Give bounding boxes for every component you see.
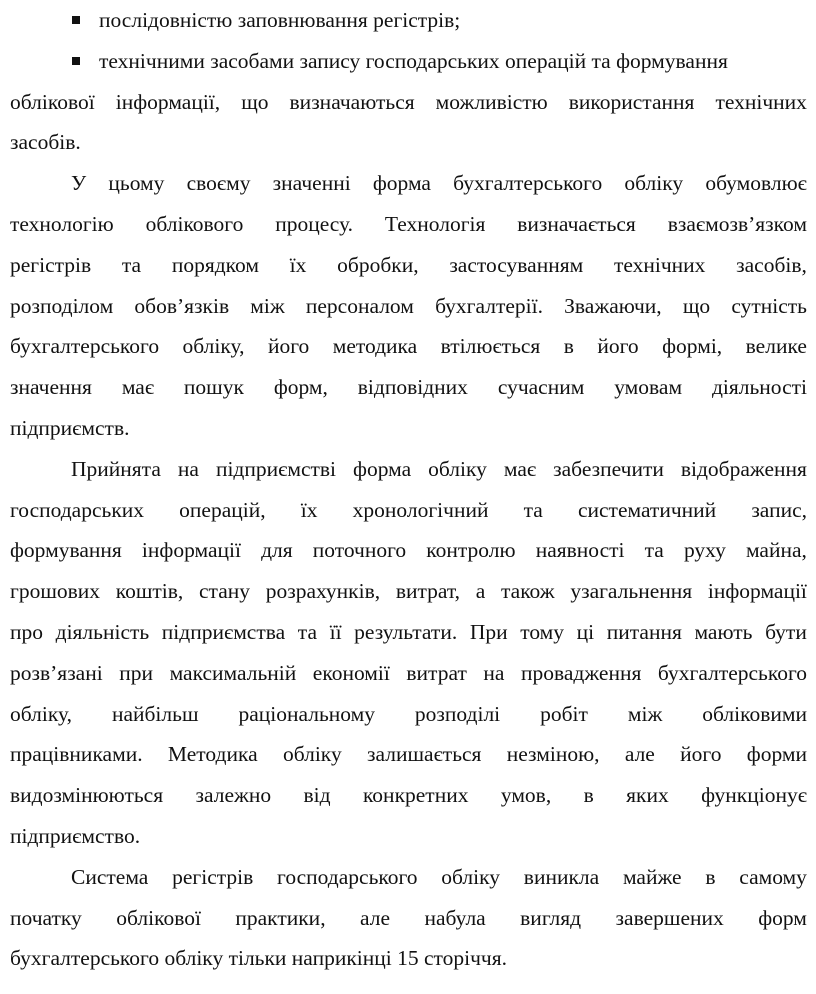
word: своєму bbox=[186, 171, 251, 196]
word: пошук bbox=[183, 375, 244, 400]
word: У bbox=[71, 171, 87, 196]
text-line bbox=[10, 530, 807, 571]
square-bullet-icon bbox=[72, 16, 80, 24]
word: в bbox=[563, 334, 574, 359]
word: хронологічний bbox=[352, 497, 489, 522]
word: та bbox=[644, 538, 664, 563]
word: обліку bbox=[282, 742, 342, 767]
word: що bbox=[682, 293, 711, 318]
word: від bbox=[303, 783, 331, 808]
word: провадження bbox=[521, 660, 642, 685]
word: раціональному bbox=[238, 701, 375, 726]
word: їх bbox=[289, 252, 307, 277]
word: форм bbox=[758, 905, 807, 930]
word: технічних bbox=[715, 89, 807, 114]
word: облікової bbox=[10, 89, 95, 114]
word: підприємстві bbox=[215, 456, 337, 481]
word: конкретних bbox=[362, 783, 469, 808]
word: сутність bbox=[731, 293, 807, 318]
word: бути bbox=[765, 619, 807, 644]
word: При bbox=[469, 619, 508, 644]
word: значенні bbox=[272, 171, 351, 196]
word: та bbox=[523, 497, 543, 522]
word: бухгалтерського bbox=[10, 334, 160, 359]
word: функціонує bbox=[701, 783, 807, 808]
word: незміною, bbox=[506, 742, 600, 767]
word: систематичний bbox=[577, 497, 717, 522]
word: наявності bbox=[535, 538, 625, 563]
word: стану bbox=[199, 579, 250, 604]
bullet-text: послідовністю заповнювання регістрів; bbox=[99, 8, 461, 32]
word: умов, bbox=[500, 783, 552, 808]
text-line bbox=[10, 82, 807, 123]
word: найбільш bbox=[111, 701, 199, 726]
word: його bbox=[597, 334, 639, 359]
word: Зважаючи, bbox=[564, 293, 662, 318]
word: залежно bbox=[195, 783, 272, 808]
word: для bbox=[261, 538, 293, 563]
word: бухгалтерії. bbox=[435, 293, 543, 318]
word: вигляд bbox=[520, 905, 582, 930]
word: Методика bbox=[167, 742, 258, 767]
word: обліковими bbox=[702, 701, 807, 726]
word: бухгалтерського bbox=[453, 171, 603, 196]
word: працівниками. bbox=[10, 742, 143, 767]
word: поточного bbox=[312, 538, 407, 563]
word: Прийнята bbox=[71, 456, 161, 481]
text-line bbox=[10, 612, 807, 653]
word: на bbox=[483, 660, 505, 685]
word: залишається bbox=[367, 742, 482, 767]
word: мають bbox=[694, 619, 753, 644]
text-line bbox=[10, 204, 807, 245]
word: взаємозв’язком bbox=[667, 211, 807, 236]
word: відповідних bbox=[357, 375, 468, 400]
word: набула bbox=[424, 905, 486, 930]
word: практики, bbox=[235, 905, 326, 930]
word: але bbox=[360, 905, 391, 930]
word: обліку bbox=[428, 456, 487, 481]
word: має bbox=[503, 456, 537, 481]
word: яких bbox=[626, 783, 669, 808]
word: виникла bbox=[523, 864, 600, 889]
square-bullet-icon bbox=[72, 57, 80, 65]
word: що bbox=[241, 89, 269, 114]
word: підприємства bbox=[161, 619, 286, 644]
text-line: підприємство. bbox=[10, 823, 141, 848]
word: форми bbox=[746, 742, 807, 767]
word: в bbox=[705, 864, 716, 889]
word: втілюється bbox=[440, 334, 541, 359]
paragraph-first-line bbox=[10, 449, 807, 490]
word: форма bbox=[353, 456, 412, 481]
word: має bbox=[121, 375, 155, 400]
text-line bbox=[10, 653, 807, 694]
word: контролю bbox=[426, 538, 516, 563]
word: персоналом bbox=[305, 293, 414, 318]
word: а bbox=[475, 579, 486, 604]
word: інформації bbox=[141, 538, 241, 563]
word: технологію bbox=[10, 211, 114, 236]
word: форм, bbox=[273, 375, 328, 400]
word: при bbox=[119, 660, 154, 685]
word: цьому bbox=[108, 171, 165, 196]
word: можливістю bbox=[435, 89, 548, 114]
word: порядком bbox=[171, 252, 259, 277]
word: розподілом bbox=[10, 293, 114, 318]
word: також bbox=[501, 579, 555, 604]
word: його bbox=[680, 742, 722, 767]
word: обумовлює bbox=[705, 171, 807, 196]
word: розрахунків, bbox=[265, 579, 381, 604]
word: обов’язків bbox=[134, 293, 230, 318]
paragraph-first-line bbox=[10, 857, 807, 898]
word: та bbox=[121, 252, 142, 277]
word: формування bbox=[10, 538, 122, 563]
word: запис, bbox=[751, 497, 807, 522]
text-line bbox=[10, 490, 807, 531]
word: на bbox=[177, 456, 199, 481]
word: його bbox=[267, 334, 310, 359]
word: сучасним bbox=[497, 375, 585, 400]
word: обліку, bbox=[10, 701, 72, 726]
text-line: підприємств. bbox=[10, 415, 130, 440]
word: між bbox=[250, 293, 285, 318]
word: Технологія bbox=[384, 211, 486, 236]
word: результати. bbox=[354, 619, 458, 644]
word: максимальній bbox=[169, 660, 297, 685]
text-line bbox=[10, 898, 807, 939]
word: тому bbox=[520, 619, 565, 644]
word: обліку, bbox=[182, 334, 245, 359]
word: визначаються bbox=[289, 89, 415, 114]
word: операцій, bbox=[179, 497, 266, 522]
word: відображення bbox=[680, 456, 807, 481]
text-line bbox=[10, 245, 807, 286]
text-line: засобів. bbox=[10, 130, 81, 155]
word: розподілі bbox=[414, 701, 501, 726]
document-page bbox=[10, 0, 807, 979]
word: економії bbox=[312, 660, 390, 685]
word: бухгалтерського bbox=[657, 660, 807, 685]
bullet-item bbox=[10, 41, 807, 82]
word: інформації bbox=[707, 579, 807, 604]
word: методика bbox=[332, 334, 418, 359]
word: робіт bbox=[540, 701, 588, 726]
text-line bbox=[10, 734, 807, 775]
text-line bbox=[10, 775, 807, 816]
word: обробки, bbox=[337, 252, 419, 277]
word: визначається bbox=[517, 211, 636, 236]
word: облікового bbox=[145, 211, 244, 236]
word: завершених bbox=[615, 905, 724, 930]
word: застосуванням bbox=[449, 252, 584, 277]
word: регістрів bbox=[172, 864, 254, 889]
word: значення bbox=[10, 375, 92, 400]
word: засобів, bbox=[736, 252, 807, 277]
word: діяльність bbox=[55, 619, 150, 644]
text-line bbox=[10, 367, 807, 408]
word: витрат bbox=[406, 660, 467, 685]
text-line: бухгалтерського обліку тільки наприкінці 15 сторіччя. bbox=[10, 946, 507, 971]
bullet-item bbox=[10, 0, 807, 41]
text-line bbox=[10, 694, 807, 735]
word: витрат, bbox=[395, 579, 461, 604]
word: форма bbox=[372, 171, 431, 196]
word: в bbox=[583, 783, 594, 808]
text-line bbox=[10, 571, 807, 612]
word: умовам bbox=[614, 375, 683, 400]
word: обліку bbox=[441, 864, 501, 889]
text-line bbox=[10, 286, 807, 327]
word: майна, bbox=[745, 538, 807, 563]
word: використання bbox=[568, 89, 695, 114]
word: самому bbox=[739, 864, 807, 889]
word: технічних bbox=[613, 252, 706, 277]
word: розв’язані bbox=[10, 660, 103, 685]
word: але bbox=[624, 742, 655, 767]
word: видозмінюються bbox=[10, 783, 164, 808]
word: діяльності bbox=[711, 375, 807, 400]
word: початку bbox=[10, 905, 82, 930]
word: грошових bbox=[10, 579, 101, 604]
word: руху bbox=[683, 538, 726, 563]
word: про bbox=[10, 619, 44, 644]
word: їх bbox=[300, 497, 318, 522]
word: ці bbox=[576, 619, 595, 644]
word: процесу. bbox=[275, 211, 354, 236]
word: господарських bbox=[10, 497, 145, 522]
text-line bbox=[10, 326, 807, 367]
word: коштів, bbox=[115, 579, 184, 604]
word: облікової bbox=[116, 905, 201, 930]
word: інформації, bbox=[115, 89, 221, 114]
word: господарського bbox=[277, 864, 418, 889]
word: забезпечити bbox=[553, 456, 664, 481]
word: Система bbox=[71, 864, 149, 889]
word: її bbox=[329, 619, 342, 644]
word: між bbox=[627, 701, 663, 726]
word: обліку bbox=[624, 171, 684, 196]
word: узагальнення bbox=[570, 579, 693, 604]
bullet-text: технічними засобами запису господарських операцій та формування bbox=[99, 48, 728, 73]
word: питання bbox=[606, 619, 682, 644]
word: велике bbox=[745, 334, 807, 359]
word: регістрів bbox=[10, 252, 92, 277]
word: та bbox=[297, 619, 317, 644]
word: формі, bbox=[662, 334, 723, 359]
word: майже bbox=[622, 864, 682, 889]
paragraph-first-line bbox=[10, 163, 807, 204]
